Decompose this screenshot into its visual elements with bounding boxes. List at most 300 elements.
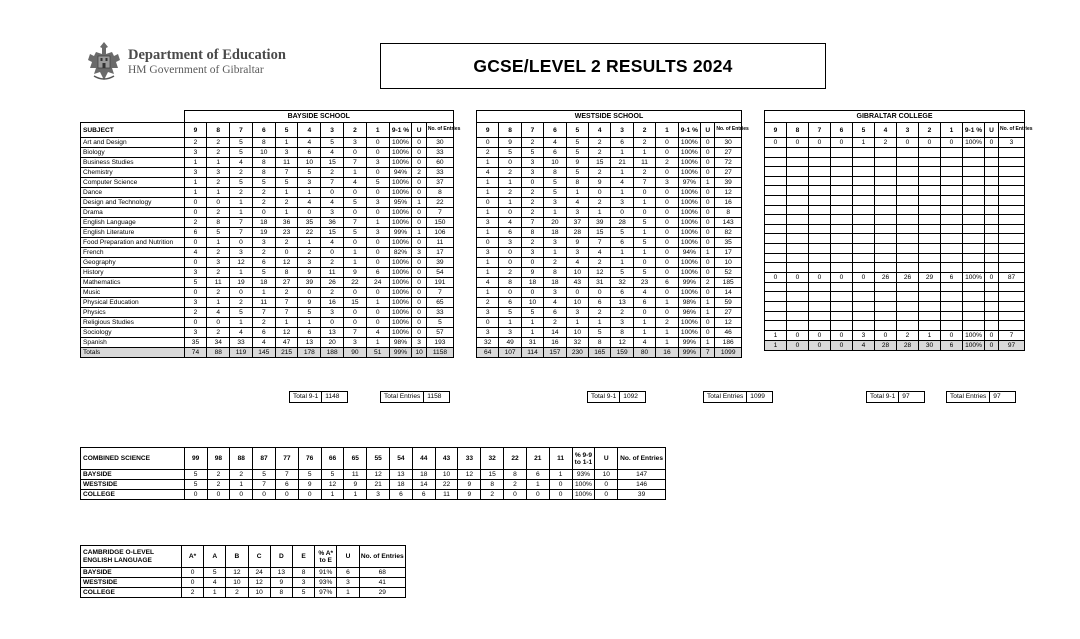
empty-cell — [875, 282, 897, 292]
result-cell: 106 — [426, 228, 453, 238]
row-label: BAYSIDE — [81, 568, 182, 578]
column-header: 21 — [526, 448, 549, 470]
empty-cell — [765, 282, 787, 292]
empty-cell — [875, 301, 897, 311]
subject-row — [477, 268, 742, 278]
result-cell: 0 — [549, 480, 572, 490]
result-cell: 4 — [321, 148, 344, 158]
grade-header: No. of Entries — [426, 123, 453, 138]
result-cell: 0 — [412, 308, 427, 318]
column-header: 11 — [549, 448, 572, 470]
result-cell: 5 — [544, 188, 566, 198]
result-cell: 0 — [656, 138, 678, 148]
result-cell: 0 — [366, 318, 389, 328]
column-header: B — [226, 546, 248, 568]
result-cell: 11 — [426, 238, 453, 248]
empty-cell — [963, 253, 985, 263]
empty-cell — [941, 186, 963, 196]
result-cell: 1 — [298, 188, 321, 198]
result-cell: 5 — [521, 148, 543, 158]
result-cell: 2 — [589, 168, 611, 178]
result-cell: 0 — [184, 490, 207, 500]
result-cell: 2 — [207, 328, 230, 338]
total-cell: 1 — [765, 340, 787, 350]
result-cell: 5 — [566, 168, 588, 178]
result-cell: 27 — [715, 148, 742, 158]
result-cell: 6 — [544, 148, 566, 158]
subject-name: Religious Studies — [81, 318, 185, 328]
empty-cell — [999, 311, 1025, 321]
empty-cell — [809, 157, 831, 167]
total-cell: 215 — [275, 348, 298, 358]
total-cell: 30 — [919, 340, 941, 350]
result-cell: 9 — [566, 158, 588, 168]
result-cell: 0 — [985, 138, 999, 148]
result-cell: 100% — [678, 238, 700, 248]
result-cell: 0 — [701, 198, 715, 208]
empty-cell — [919, 186, 941, 196]
empty-cell — [941, 292, 963, 302]
result-cell: 0 — [589, 188, 611, 198]
result-cell: 1 — [701, 178, 715, 188]
result-cell: 1 — [544, 208, 566, 218]
result-cell: 0 — [412, 178, 427, 188]
result-cell: 68 — [359, 568, 405, 578]
result-cell: 8 — [275, 268, 298, 278]
result-cell: 9 — [458, 490, 481, 500]
result-cell: 11 — [344, 470, 367, 480]
result-cell: 22 — [435, 480, 458, 490]
grade-header: U — [412, 123, 427, 138]
subject-name: Physics — [81, 308, 185, 318]
result-cell: 0 — [566, 288, 588, 298]
result-cell: 10 — [566, 328, 588, 338]
result-cell: 22 — [344, 278, 367, 288]
subject-row — [477, 168, 742, 178]
result-cell: 0 — [589, 288, 611, 298]
result-cell: 27 — [715, 168, 742, 178]
result-cell: 2 — [181, 588, 203, 598]
result-cell: 3 — [477, 308, 499, 318]
empty-cell — [875, 253, 897, 263]
empty-cell — [809, 263, 831, 273]
totals-row — [765, 340, 1025, 350]
result-cell: 12 — [589, 268, 611, 278]
empty-cell — [985, 243, 999, 253]
result-cell: 0 — [656, 308, 678, 318]
result-cell: 1 — [656, 338, 678, 348]
empty-cell — [853, 282, 875, 292]
empty-cell — [875, 186, 897, 196]
result-cell: 20 — [544, 218, 566, 228]
empty-cell — [831, 321, 853, 331]
empty-cell — [999, 205, 1025, 215]
empty-cell — [941, 215, 963, 225]
subject-name: Chemistry — [81, 168, 185, 178]
total-cell: 10 — [412, 348, 427, 358]
empty-cell — [809, 311, 831, 321]
grade-header: 8 — [207, 123, 230, 138]
empty-cell — [875, 311, 897, 321]
result-cell: 1 — [701, 308, 715, 318]
result-cell: 100% — [678, 158, 700, 168]
result-cell: 1 — [611, 258, 633, 268]
subject-row — [765, 282, 1025, 292]
subject-name: Sociology — [81, 328, 185, 338]
empty-cell — [941, 167, 963, 177]
subject-row — [81, 328, 454, 338]
table-title: COMBINED SCIENCE — [81, 448, 185, 470]
empty-cell — [831, 253, 853, 263]
result-cell: 100% — [678, 288, 700, 298]
empty-cell — [897, 215, 919, 225]
result-cell: 1 — [412, 228, 427, 238]
result-cell: 5 — [184, 480, 207, 490]
subject-row — [765, 292, 1025, 302]
result-cell: 4 — [566, 258, 588, 268]
empty-cell — [897, 167, 919, 177]
result-cell: 1 — [477, 178, 499, 188]
result-cell: 28 — [566, 228, 588, 238]
result-cell: 6 — [611, 238, 633, 248]
column-header: 98 — [207, 448, 230, 470]
result-cell: 15 — [321, 228, 344, 238]
result-cell: 11 — [321, 268, 344, 278]
empty-cell — [999, 282, 1025, 292]
total-cell: 178 — [298, 348, 321, 358]
result-cell: 5 — [344, 198, 367, 208]
result-cell: 6 — [611, 138, 633, 148]
total-cell: 16 — [656, 348, 678, 358]
result-cell: 7 — [344, 158, 367, 168]
subject-row — [81, 168, 454, 178]
result-cell: 4 — [344, 178, 367, 188]
result-cell: 2 — [481, 490, 504, 500]
result-cell: 0 — [831, 330, 853, 340]
subject-row — [81, 288, 454, 298]
empty-cell — [999, 157, 1025, 167]
empty-cell — [809, 167, 831, 177]
result-cell: 9 — [298, 480, 321, 490]
grade-header: 1 — [366, 123, 389, 138]
result-cell: 22 — [426, 198, 453, 208]
result-cell: 37 — [566, 218, 588, 228]
empty-cell — [875, 195, 897, 205]
result-cell: 3 — [230, 248, 253, 258]
result-cell: 0 — [853, 272, 875, 282]
column-header: 65 — [344, 448, 367, 470]
result-cell: 4 — [544, 298, 566, 308]
result-cell: 33 — [426, 168, 453, 178]
result-cell: 39 — [298, 278, 321, 288]
result-cell: 100% — [678, 318, 700, 328]
grade-header: 9-1 % — [963, 123, 985, 138]
empty-cell — [963, 311, 985, 321]
result-cell: 5 — [204, 568, 226, 578]
westside-results-table — [476, 110, 749, 358]
result-cell: 18 — [252, 218, 275, 228]
result-cell: 99% — [678, 338, 700, 348]
result-cell: 0 — [275, 490, 298, 500]
result-cell: 1 — [477, 258, 499, 268]
result-cell: 12 — [275, 328, 298, 338]
result-cell: 0 — [656, 238, 678, 248]
result-cell: 3 — [521, 158, 543, 168]
result-cell: 27 — [715, 308, 742, 318]
empty-cell — [941, 234, 963, 244]
result-cell: 35 — [184, 338, 207, 348]
empty-cell — [831, 263, 853, 273]
table-row — [81, 490, 666, 500]
result-cell: 2 — [184, 308, 207, 318]
empty-cell — [853, 263, 875, 273]
empty-cell — [765, 195, 787, 205]
grade-header: 4 — [589, 123, 611, 138]
empty-cell — [787, 205, 809, 215]
result-cell: 2 — [656, 158, 678, 168]
result-cell: 9 — [589, 178, 611, 188]
result-cell: 100% — [678, 198, 700, 208]
subject-name: History — [81, 268, 185, 278]
result-cell: 9 — [566, 238, 588, 248]
subject-name: English Literature — [81, 228, 185, 238]
result-cell: 5 — [230, 178, 253, 188]
result-cell: 0 — [412, 328, 427, 338]
empty-cell — [919, 321, 941, 331]
result-cell: 18 — [544, 278, 566, 288]
result-cell: 5 — [611, 268, 633, 278]
result-cell: 91% — [315, 568, 337, 578]
empty-cell — [787, 167, 809, 177]
subject-name: Biology — [81, 148, 185, 158]
result-cell: 82% — [389, 248, 412, 258]
subject-row — [765, 138, 1025, 148]
result-cell: 4 — [298, 138, 321, 148]
result-cell: 3 — [544, 198, 566, 208]
result-cell: 10 — [435, 470, 458, 480]
empty-cell — [831, 176, 853, 186]
empty-cell — [999, 224, 1025, 234]
result-cell: 30 — [715, 138, 742, 148]
result-cell: 1 — [184, 188, 207, 198]
total-cell: 74 — [184, 348, 207, 358]
column-header: 54 — [390, 448, 413, 470]
result-cell: 100% — [389, 328, 412, 338]
result-cell: 2 — [207, 178, 230, 188]
empty-cell — [963, 292, 985, 302]
empty-cell — [875, 205, 897, 215]
total-cell: 165 — [589, 348, 611, 358]
result-cell: 100% — [389, 238, 412, 248]
westside-total-entries: Total Entries 1099 — [703, 391, 773, 403]
result-cell: 2 — [207, 288, 230, 298]
empty-cell — [999, 195, 1025, 205]
table-row — [81, 480, 666, 490]
result-cell: 0 — [184, 288, 207, 298]
empty-cell — [831, 167, 853, 177]
empty-cell — [919, 205, 941, 215]
empty-cell — [787, 195, 809, 205]
result-cell: 94% — [389, 168, 412, 178]
result-cell: 100% — [963, 138, 985, 148]
result-cell: 1 — [633, 318, 655, 328]
result-cell: 21 — [367, 480, 390, 490]
result-cell: 0 — [656, 288, 678, 298]
column-header: 87 — [253, 448, 276, 470]
empty-cell — [809, 148, 831, 158]
result-cell: 95% — [389, 198, 412, 208]
result-cell: 23 — [275, 228, 298, 238]
result-cell: 0 — [412, 268, 427, 278]
result-cell: 2 — [499, 188, 521, 198]
result-cell: 0 — [477, 238, 499, 248]
empty-cell — [985, 186, 999, 196]
result-cell: 0 — [656, 268, 678, 278]
result-cell: 9 — [344, 480, 367, 490]
result-cell: 0 — [499, 248, 521, 258]
subject-row — [765, 195, 1025, 205]
result-cell: 52 — [715, 268, 742, 278]
subject-row — [81, 238, 454, 248]
result-cell: 0 — [344, 238, 367, 248]
result-cell: 3 — [544, 288, 566, 298]
result-cell: 6 — [499, 298, 521, 308]
result-cell: 0 — [412, 148, 427, 158]
result-cell: 0 — [701, 288, 715, 298]
subject-row — [81, 258, 454, 268]
result-cell: 2 — [252, 198, 275, 208]
result-cell: 4 — [566, 198, 588, 208]
subject-row — [477, 138, 742, 148]
result-cell: 5 — [298, 470, 321, 480]
result-cell: 2 — [207, 268, 230, 278]
subject-row — [765, 311, 1025, 321]
subject-row — [81, 178, 454, 188]
subject-row — [477, 288, 742, 298]
result-cell: 0 — [499, 258, 521, 268]
result-cell: 0 — [207, 198, 230, 208]
result-cell: 5 — [521, 308, 543, 318]
empty-cell — [985, 205, 999, 215]
school-name: GIBRALTAR COLLEGE — [765, 111, 1025, 123]
result-cell: 1 — [633, 248, 655, 258]
column-header: A* — [181, 546, 203, 568]
result-cell: 47 — [275, 338, 298, 348]
result-cell: 3 — [367, 490, 390, 500]
empty-cell — [765, 167, 787, 177]
grade-header: 9-1 % — [678, 123, 700, 138]
subject-row — [765, 157, 1025, 167]
result-cell: 8 — [481, 480, 504, 490]
result-cell: 7 — [344, 218, 367, 228]
result-cell: 4 — [184, 248, 207, 258]
subject-name: Business Studies — [81, 158, 185, 168]
result-cell: 100% — [572, 480, 595, 490]
result-cell: 2 — [544, 258, 566, 268]
result-cell: 3 — [252, 238, 275, 248]
column-header: 88 — [230, 448, 253, 470]
result-cell: 2 — [230, 298, 253, 308]
result-cell: 2 — [207, 248, 230, 258]
empty-cell — [999, 215, 1025, 225]
column-header: No. of Entries — [359, 546, 405, 568]
column-header: D — [270, 546, 292, 568]
result-cell: 2 — [875, 138, 897, 148]
result-cell: 1 — [412, 198, 427, 208]
empty-cell — [853, 253, 875, 263]
result-cell: 4 — [321, 238, 344, 248]
result-cell: 1 — [207, 158, 230, 168]
result-cell: 6 — [412, 490, 435, 500]
result-cell: 147 — [618, 470, 666, 480]
result-cell: 100% — [389, 278, 412, 288]
result-cell: 31 — [589, 278, 611, 288]
result-cell: 10 — [226, 578, 248, 588]
result-cell: 39 — [589, 218, 611, 228]
result-cell: 0 — [985, 330, 999, 340]
result-cell: 0 — [526, 490, 549, 500]
empty-cell — [999, 186, 1025, 196]
empty-cell — [919, 148, 941, 158]
result-cell: 16 — [321, 298, 344, 308]
result-cell: 2 — [521, 138, 543, 148]
result-cell: 6 — [941, 272, 963, 282]
result-cell: 191 — [426, 278, 453, 288]
result-cell: 54 — [426, 268, 453, 278]
empty-cell — [919, 243, 941, 253]
result-cell: 8 — [589, 338, 611, 348]
empty-cell — [999, 263, 1025, 273]
result-cell: 2 — [897, 330, 919, 340]
result-cell: 1 — [366, 338, 389, 348]
result-cell: 1 — [544, 248, 566, 258]
empty-cell — [985, 263, 999, 273]
result-cell: 9 — [298, 268, 321, 278]
subject-row — [477, 178, 742, 188]
empty-cell — [897, 148, 919, 158]
empty-cell — [963, 263, 985, 273]
empty-cell — [853, 321, 875, 331]
result-cell: 0 — [344, 318, 367, 328]
result-cell: 9 — [298, 298, 321, 308]
total-cell: 80 — [633, 348, 655, 358]
empty-cell — [831, 224, 853, 234]
empty-cell — [941, 195, 963, 205]
empty-cell — [765, 186, 787, 196]
grade-header: 5 — [566, 123, 588, 138]
result-cell: 8 — [252, 138, 275, 148]
result-cell: 59 — [715, 298, 742, 308]
empty-cell — [765, 157, 787, 167]
grade-header: U — [701, 123, 715, 138]
result-cell: 8 — [715, 208, 742, 218]
empty-cell — [919, 292, 941, 302]
result-cell: 2 — [230, 470, 253, 480]
column-header: 43 — [435, 448, 458, 470]
result-cell: 0 — [809, 330, 831, 340]
result-cell: 35 — [298, 218, 321, 228]
result-cell: 7 — [252, 308, 275, 318]
result-cell: 36 — [275, 218, 298, 228]
empty-cell — [765, 311, 787, 321]
result-cell: 6 — [184, 228, 207, 238]
empty-cell — [787, 148, 809, 158]
result-cell: 1 — [701, 338, 715, 348]
result-cell: 29 — [919, 272, 941, 282]
subject-row — [765, 234, 1025, 244]
result-cell: 1 — [549, 470, 572, 480]
empty-cell — [875, 292, 897, 302]
